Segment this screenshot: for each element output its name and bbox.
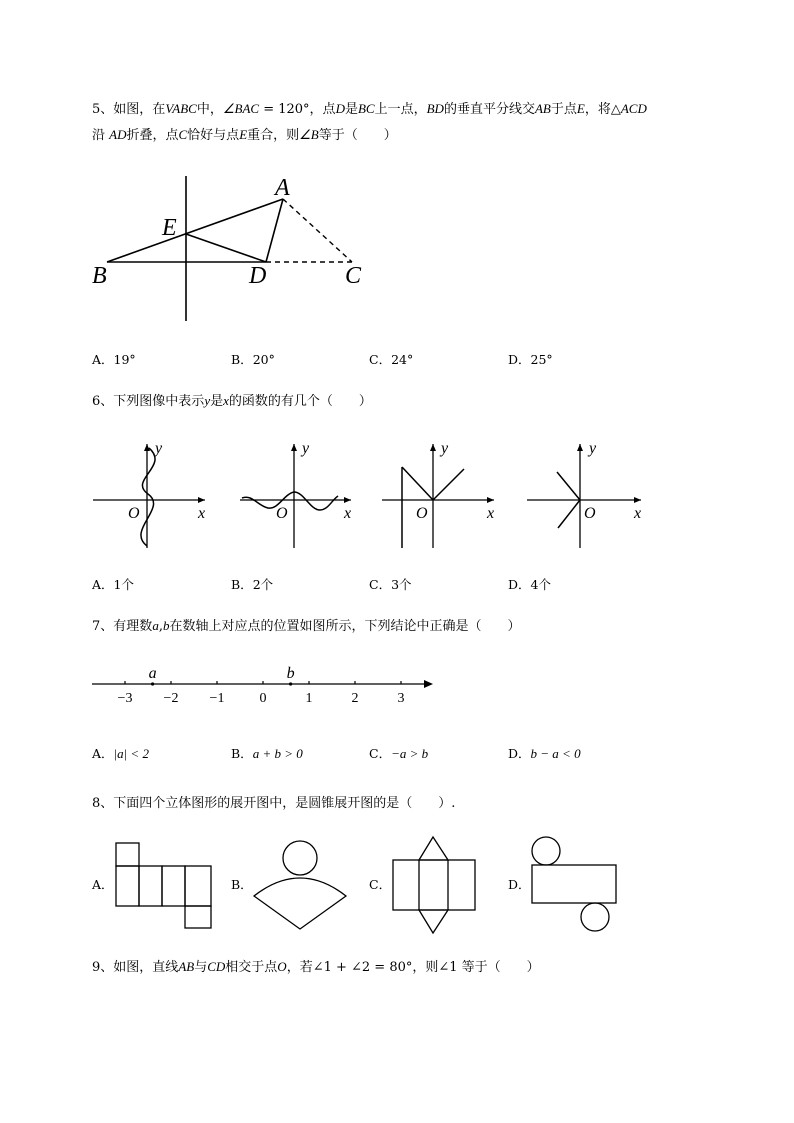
q6-option-c[interactable]: C．3个: [369, 577, 412, 592]
point-b-label: b: [286, 665, 295, 682]
graph-1-origin-label: O: [128, 505, 140, 522]
q6-option-d[interactable]: D．4个: [508, 577, 551, 592]
number-line-tick-label: −3: [117, 691, 133, 706]
q8-option-c-label[interactable]: C．: [369, 877, 392, 892]
graph-2-x-label: x: [344, 505, 352, 522]
q7-option-d[interactable]: D．b − a < 0: [508, 746, 581, 761]
number-line-tick-label: 1: [305, 691, 313, 706]
number-line-tick-label: −1: [209, 691, 225, 706]
question-number: 6: [92, 394, 101, 409]
question-number: 9: [92, 960, 101, 975]
question-number: 5: [92, 102, 101, 117]
label-point-b: B: [92, 263, 107, 289]
net-d-cylinder: [532, 837, 616, 931]
q7-option-c[interactable]: C．−a > b: [369, 746, 429, 761]
label-point-c: C: [345, 263, 362, 289]
q7-option-a[interactable]: A．|a| < 2: [92, 746, 149, 761]
net-b-cone: [254, 841, 346, 929]
label-point-e: E: [162, 215, 177, 241]
graph-2-y-label: y: [302, 440, 310, 457]
q6-option-a[interactable]: A．1个: [92, 577, 134, 592]
question-9-line-1: 9、如图，直线AB与CD相交于点O，若∠1 + ∠2 = 80°，则∠1 等于（ ）: [92, 959, 540, 975]
number-line-tick-label: 3: [397, 691, 405, 706]
q5-option-d[interactable]: D．25°: [508, 352, 553, 367]
number-line-tick-label: 0: [259, 691, 267, 706]
label-point-d: D: [249, 263, 267, 289]
graph-4-origin-label: O: [584, 505, 596, 522]
q6-option-b[interactable]: B．2个: [231, 577, 274, 592]
q5-option-b[interactable]: B．20°: [231, 352, 275, 367]
q8-option-b-label[interactable]: B．: [231, 877, 253, 892]
net-a-cube: [116, 843, 211, 928]
question-number: 7: [92, 619, 101, 634]
q5-option-a[interactable]: A．19°: [92, 352, 136, 367]
q8-option-d-label[interactable]: D．: [508, 877, 531, 892]
graph-3-x-label: x: [487, 505, 495, 522]
question-5-line-1: 5、如图，在VABC中，∠BAC = 120°，点D是BC上一点，BD的垂直平分线交AB于点E，将△ACD: [92, 101, 647, 117]
q8-option-a-label[interactable]: A．: [92, 877, 114, 892]
question-5-line-2: 沿 AD折叠，点C恰好与点E重合，则∠B等于（ ）: [92, 127, 397, 143]
graph-3-y-label: y: [441, 440, 449, 457]
q7-option-b[interactable]: B．a + b > 0: [231, 746, 303, 761]
graph-4-x-label: x: [634, 505, 642, 522]
graph-2-origin-label: O: [276, 505, 288, 522]
net-c-prism: [393, 837, 475, 933]
question-number: 8: [92, 796, 101, 811]
label-point-a: A: [275, 175, 290, 201]
number-line-tick-label: 2: [351, 691, 359, 706]
question-6-line-1: 6、下列图像中表示y是x的函数的有几个（ ）: [92, 393, 372, 409]
q5-option-c[interactable]: C．24°: [369, 352, 414, 367]
graph-1-y-label: y: [155, 440, 163, 457]
number-line-tick-label: −2: [163, 691, 179, 706]
graph-1-x-label: x: [198, 505, 206, 522]
graph-3-origin-label: O: [416, 505, 428, 522]
graph-4-y-label: y: [589, 440, 597, 457]
question-7-line-1: 7、有理数a,b在数轴上对应点的位置如图所示，下列结论中正确是（ ）: [92, 618, 521, 634]
question-8-line-1: 8、下面四个立体图形的展开图中，是圆锥展开图的是（ ）.: [92, 796, 456, 811]
point-a-label: a: [148, 665, 157, 682]
